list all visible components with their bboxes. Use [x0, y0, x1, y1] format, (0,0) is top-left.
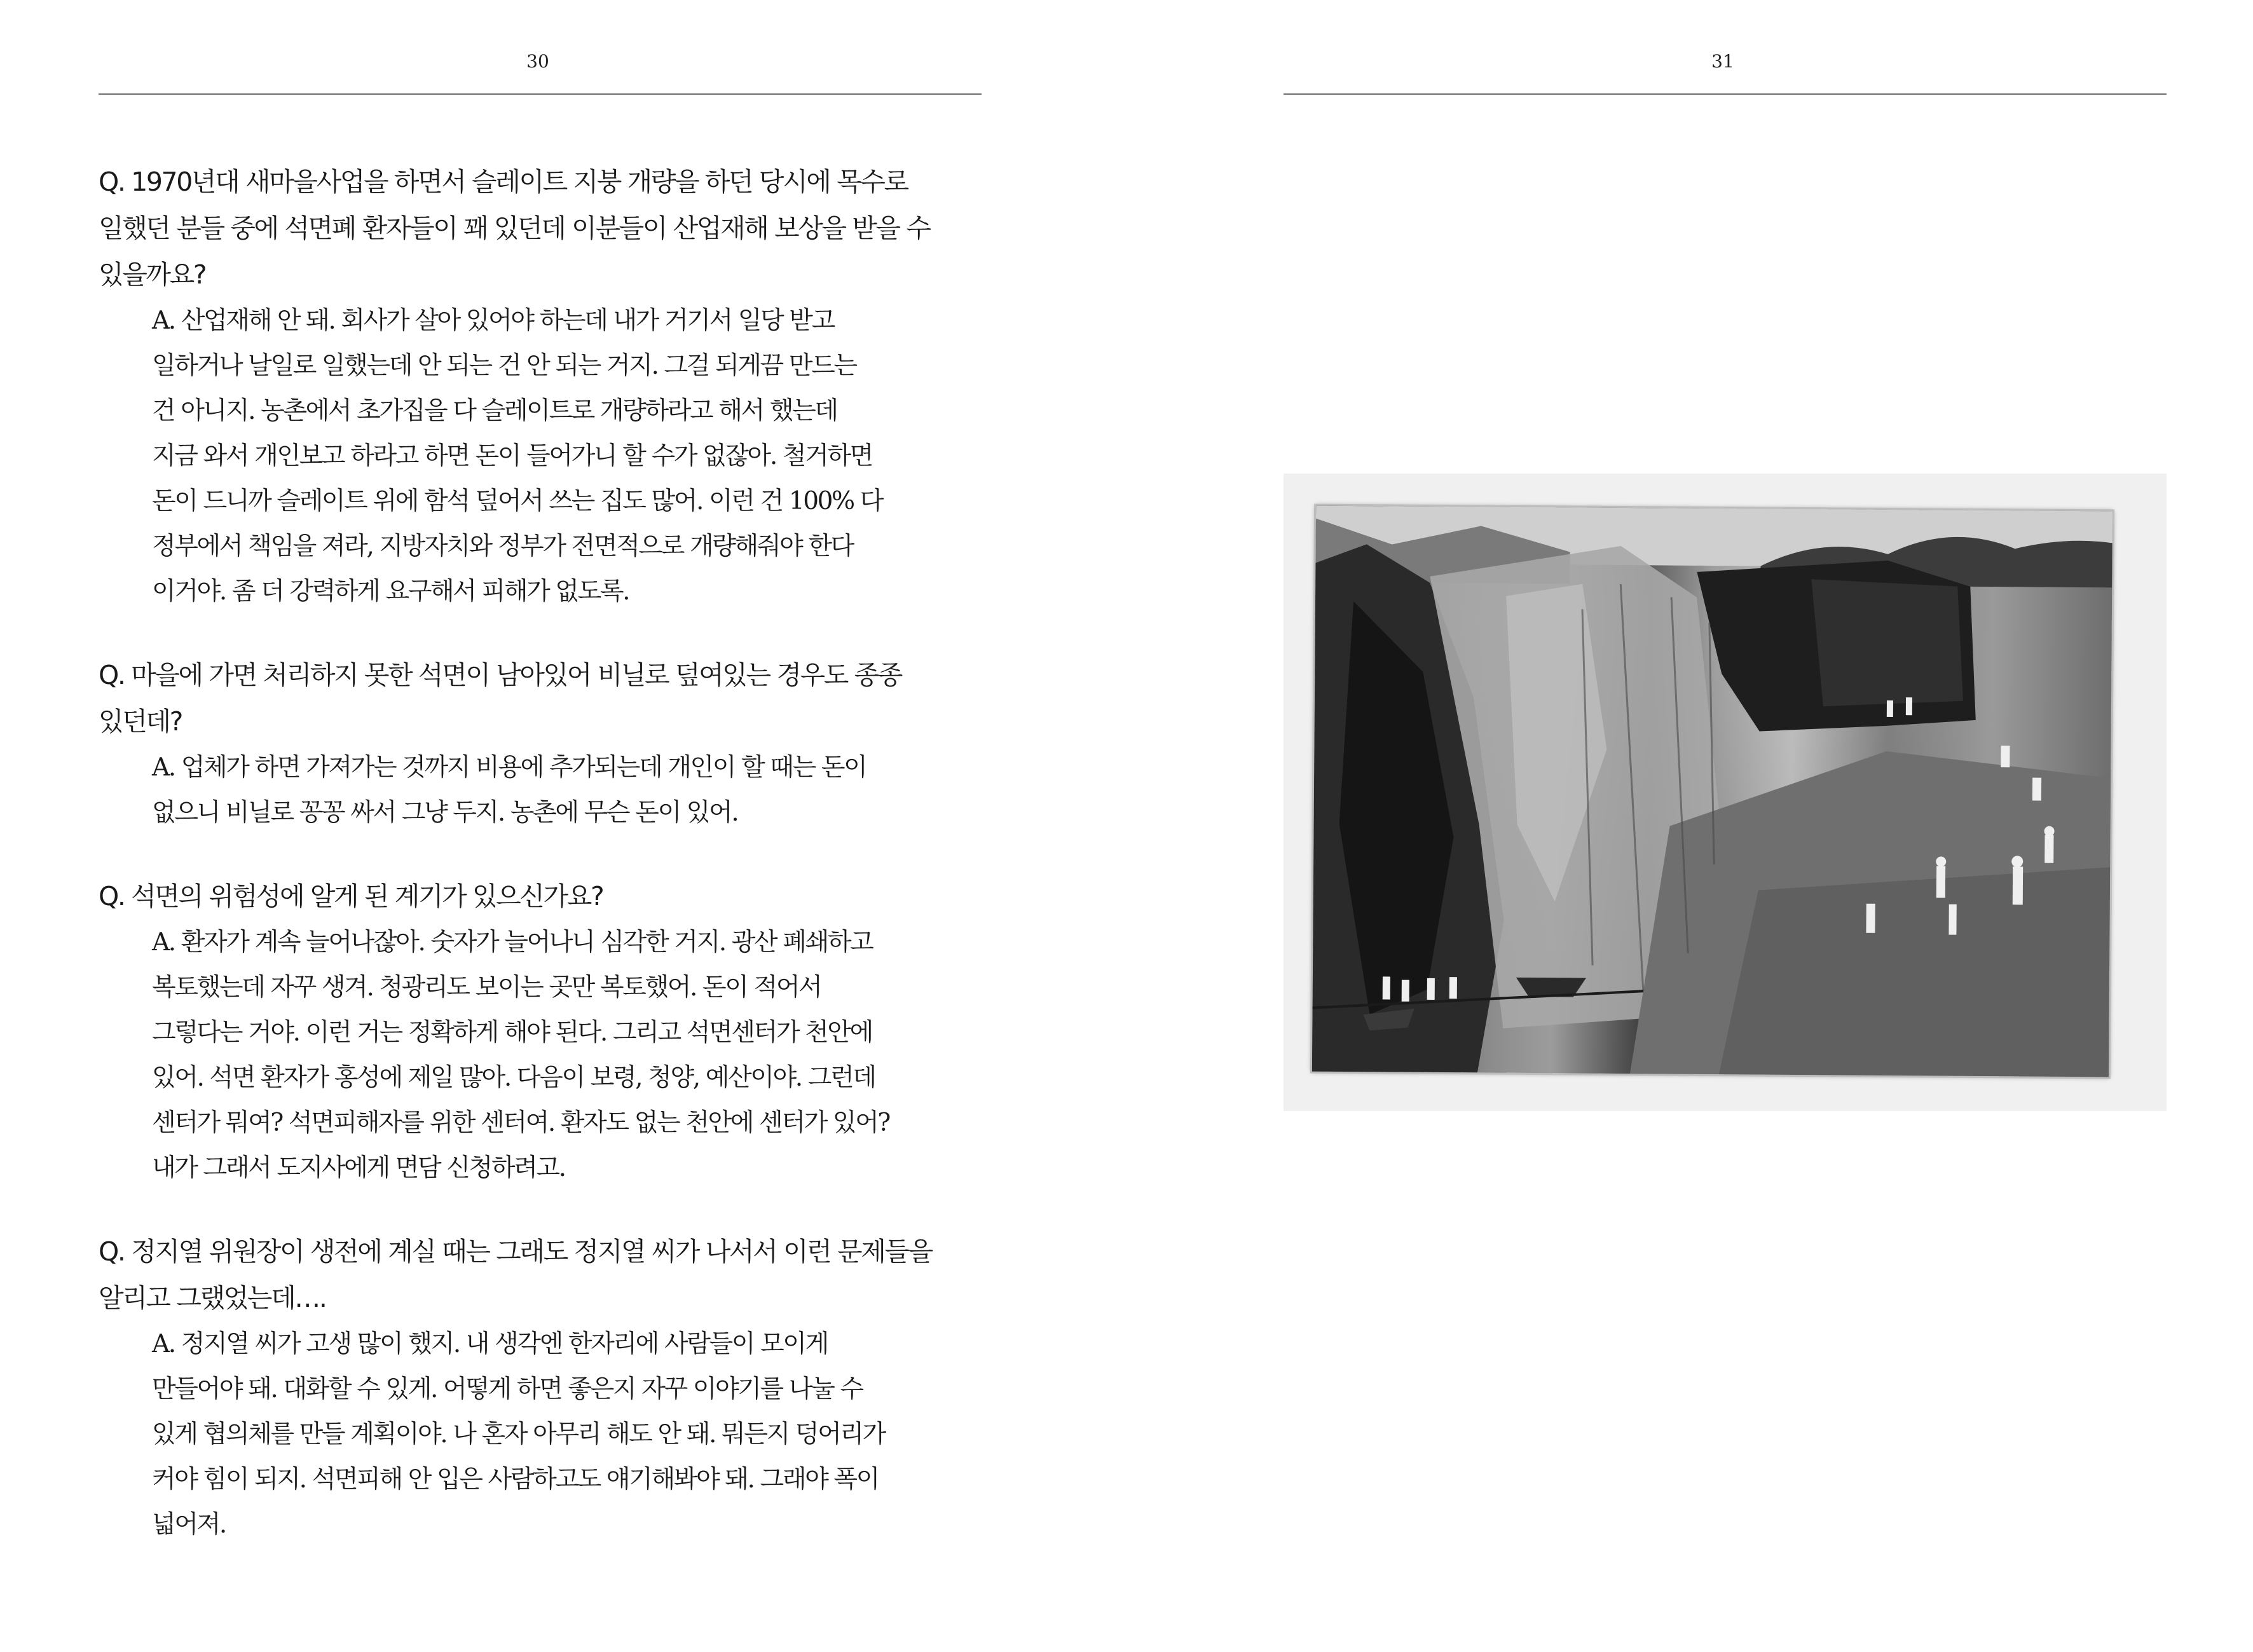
qa-block-2 — [99, 652, 989, 835]
interview-content — [99, 159, 989, 1585]
photo-frame — [1284, 474, 2167, 1111]
left-page — [0, 0, 1126, 1652]
question-3: Q. 석면의 위험성에 알게 된 계기가 있으신가요? — [99, 881, 603, 911]
qa-block-3 — [99, 873, 989, 1191]
qa-block-1 — [99, 159, 989, 614]
qa-block-4 — [99, 1229, 989, 1547]
question-4: Q. 정지열 위원장이 생전에 계실 때는 그래도 정지열 씨가 나서서 이런 문제들을 알리고 그랬었는데…. — [99, 1236, 932, 1313]
quarry-photo — [1312, 506, 2113, 1077]
page-number-left: 30 — [526, 51, 549, 72]
answer-1: A. 산업재해 안 돼. 회사가 살아 있어야 하는데 내가 거기서 일당 받고 일하거나 날일로 일했는데 안 되는 건 안 되는 거지. 그걸 되게끔 만드는 건 아니지. 농촌에서 초가집을 다 슬레이트로 개량하라고 해서 했는데 지금 와서 개인보고 하라고 하면 돈이 들어가니 할 수가 없잖아. 철거하면 돈이 드니까 슬레이트 위에 함석 덮어서 쓰는 집도 많어. 이런 건 100% 다 정부에서 책임을 져라, 지방자치와 정부가 전면적으로 개량해줘야 한다 이거야. 좀 더 강력하게 요구해서 피해가 없도록. — [152, 306, 882, 606]
question-1: Q. 1970년대 새마을사업을 하면서 슬레이트 지붕 개량을 하던 당시에 목수로 일했던 분들 중에 석면폐 환자들이 꽤 있던데 이분들이 산업재해 보상을 받을 수 있을까요? — [99, 167, 930, 290]
page-number-right: 31 — [1711, 51, 1734, 72]
answer-2: A. 업체가 하면 가져가는 것까지 비용에 추가되는데 개인이 할 때는 돈이 없으니 비닐로 꽁꽁 싸서 그냥 두지. 농촌에 무슨 돈이 있어. — [152, 753, 866, 827]
right-page — [1126, 0, 2253, 1652]
header-rule-right — [1284, 93, 2167, 95]
quarry-illustration — [1312, 506, 2113, 1077]
header-rule-left — [99, 93, 982, 95]
answer-4: A. 정지열 씨가 고생 많이 했지. 내 생각엔 한자리에 사람들이 모이게 만들어야 돼. 대화할 수 있게. 어떻게 하면 좋은지 자꾸 이야기를 나눌 수 있게 협의체를 만들 계획이야. 나 혼자 아무리 해도 안 돼. 뭐든지 덩어리가 커야 힘이 되지. 석면피해 안 입은 사람하고도 얘기해봐야 돼. 그래야 폭이 넓어져. — [152, 1330, 885, 1539]
answer-3: A. 환자가 계속 늘어나잖아. 숫자가 늘어나니 심각한 거지. 광산 폐쇄하고 복토했는데 자꾸 생겨. 청광리도 보이는 곳만 복토했어. 돈이 적어서 그렇다는 거야. 이런 거는 정확하게 해야 된다. 그리고 석면센터가 천안에 있어. 석면 환자가 홍성에 제일 많아. 다음이 보령, 청양, 예산이야. 그런데 센터가 뭐여? 석면피해자를 위한 센터여. 환자도 없는 천안에 센터가 있어? 내가 그래서 도지사에게 면담 신청하려고. — [152, 928, 889, 1182]
question-2: Q. 마을에 가면 처리하지 못한 석면이 남아있어 비닐로 덮여있는 경우도 종종 있던데? — [99, 660, 902, 737]
